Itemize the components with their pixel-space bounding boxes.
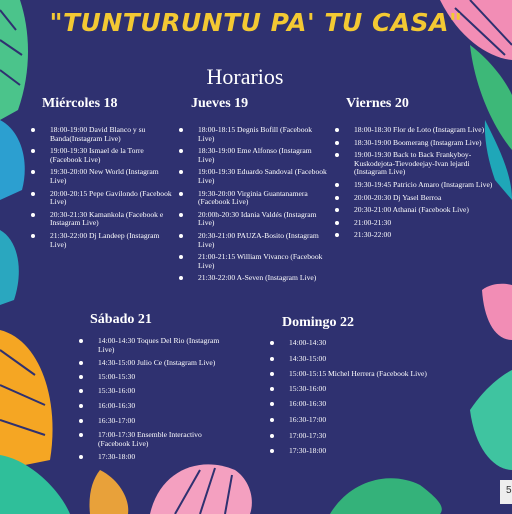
list-item: 15:00-15:15 Michel Herrera (Facebook Live) <box>268 370 428 379</box>
list-item: 21:30-22:00 Dj Landeep (Instagram Live) <box>29 232 176 249</box>
list-item: 15:00-15:30 <box>77 373 227 382</box>
list-item: 16:30-17:00 <box>77 417 227 426</box>
schedule-heading: Horarios <box>206 64 284 89</box>
list-item: 21:00-21:15 William Vivanco (Facebook Live) <box>177 253 327 270</box>
list-item: 18:00-18:15 Degnis Bofill (Facebook Live) <box>177 126 327 143</box>
page-number: 5 <box>500 480 512 504</box>
blue-leaf-icon <box>0 120 25 305</box>
list-item: 21:00-21:30 <box>333 219 493 228</box>
list-item: 20:30-21:00 Athanai (Facebook Live) <box>333 206 493 215</box>
list-item: 18:30-19:00 Eme Alfonso (Instagram Live) <box>177 147 327 164</box>
day-heading-saturday: Sábado 21 <box>90 312 152 327</box>
list-item: 19:30-19:45 Patricio Amaro (Instagram Live) <box>333 181 493 190</box>
list-item: 18:00-19:00 David Blanco y su Banda(Instagram Live) <box>29 126 176 143</box>
list-item: 20:30-21:00 PAUZA-Bosito (Instagram Live) <box>177 232 327 249</box>
orange-bottom-leaf-icon <box>89 470 128 514</box>
list-item: 20:00h-20:30 Idania Valdés (Instagram Live) <box>177 211 327 228</box>
list-item: 16:00-16:30 <box>268 400 428 409</box>
list-item: 19:00-19:30 Back to Back Frankyboy-Kuskodejota-Tievodeejay-Ivan lejardi (Instagram Live) <box>333 151 493 177</box>
schedule-list-sunday <box>268 339 428 456</box>
list-item: 20:00-20:30 Dj Yasel Berroa <box>333 194 493 203</box>
pink-fan-leaf-icon <box>150 464 252 514</box>
schedule-list-wednesday <box>29 126 176 249</box>
list-item: 19:30-20:00 Virginia Guantanamera (Facebook Live) <box>177 190 327 207</box>
list-item: 14:00-14:30 Toques Del Rio (Instagram Live) <box>77 337 227 354</box>
orange-leaf-icon <box>0 330 53 470</box>
schedule-list-friday <box>333 126 493 240</box>
day-heading-wednesday: Miércoles 18 <box>42 96 118 111</box>
list-item: 20:30-21:30 Kamankola (Facebook e Instagram Live) <box>29 211 176 228</box>
list-item: 19:30-20:00 New World (Instagram Live) <box>29 168 176 185</box>
list-item: 17:30-18:00 <box>77 453 227 462</box>
list-item: 16:30-17:00 <box>268 416 428 425</box>
list-item: 20:00-20:15 Pepe Gavilondo (Facebook Live) <box>29 190 176 207</box>
teal-leaf-icon <box>0 455 70 514</box>
list-item: 15:30-16:00 <box>268 385 428 394</box>
list-item: 14:30-15:00 Julio Ce (Instagram Live) <box>77 359 227 368</box>
list-item: 21:30-22:00 A-Seven (Instagram Live) <box>177 274 327 283</box>
schedule-list-saturday <box>77 337 227 462</box>
list-item: 19:00-19:30 Ismael de la Torre (Facebook Live) <box>29 147 176 164</box>
day-heading-sunday: Domingo 22 <box>282 315 354 330</box>
list-item: 17:00-17:30 <box>268 432 428 441</box>
list-item: 15:30-16:00 <box>77 387 227 396</box>
day-heading-thursday: Jueves 19 <box>191 96 249 111</box>
list-item: 16:00-16:30 <box>77 402 227 411</box>
pink-right-leaf-icon <box>482 284 512 340</box>
schedule-list-thursday <box>177 126 327 283</box>
day-heading-friday: Viernes 20 <box>346 96 409 111</box>
list-item: 17:00-17:30 Ensemble Interactivo (Facebook Live) <box>77 431 227 448</box>
list-item: 19:00-19:30 Eduardo Sandoval (Facebook Live) <box>177 168 327 185</box>
list-item: 14:30-15:00 <box>268 355 428 364</box>
page-title: "TUNTURUNTU PA' TU CASA" <box>49 8 463 37</box>
list-item: 14:00-14:30 <box>268 339 428 348</box>
list-item: 18:30-19:00 Boomerang (Instagram Live) <box>333 139 493 148</box>
list-item: 21:30-22:00 <box>333 231 493 240</box>
list-item: 18:00-18:30 Flor de Loto (Instagram Live) <box>333 126 493 135</box>
list-item: 17:30-18:00 <box>268 447 428 456</box>
